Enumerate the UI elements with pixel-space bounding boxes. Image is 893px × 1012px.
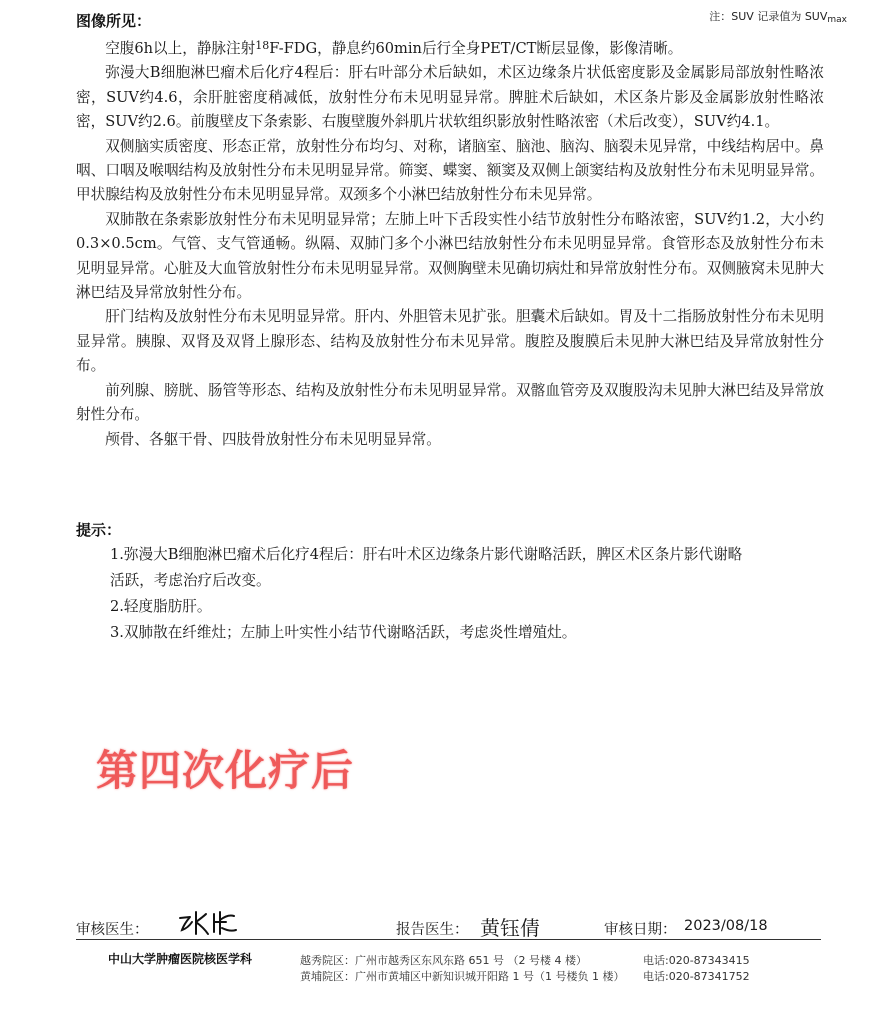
findings-paragraph: 颅骨、各躯干骨、四肢骨放射性分布未见明显异常。: [105, 430, 441, 448]
signature-row: [76, 912, 821, 940]
phone-huangpu: 电话:020-87341752: [643, 970, 750, 983]
chemo-stamp: 第四次化疗后: [96, 746, 355, 795]
hints-list: [110, 542, 830, 646]
reviewer-signature-image: [176, 908, 238, 938]
footer-divider: [76, 939, 821, 940]
findings-paragraph: 双肺散在条索影放射性分布未见明显异常；左肺上叶下舌段实性小结节放射性分布略浓密，SUV约1.2，大小约0.3×0.5cm。气管、支气管通畅。纵隔、双肺门多个小淋巴结放射性分布未见明显异常。食管形态及放射性分布未见明显异常。心脏及大血管放射性分布未见明显异常。双侧胸壁未见确切病灶和异常放射性分布。双侧腋窝未见肿大淋巴结及异常放射性分布。: [76, 210, 824, 302]
hint-item: 3.双肺散在纤维灶；左肺上叶实性小结节代谢略活跃，考虑炎性增殖灶。: [110, 624, 577, 641]
findings-body: [76, 34, 824, 452]
hint-item: 1.弥漫大B细胞淋巴瘤术后化疗4程后：肝右叶术区边缘条片影代谢略活跃，脾区术区条片影代谢略: [110, 546, 743, 563]
address-huangpu: 黄埔院区：广州市黄埔区中新知识城开阳路 1 号（1 号楼负 1 楼）: [300, 970, 625, 983]
findings-paragraph: 双侧脑实质密度、形态正常，放射性分布均匀、对称，诸脑室、脑池、脑沟、脑裂未见异常，中线结构居中。鼻咽、口咽及喉咽结构及放射性分布未见明显异常。筛窦、蝶窦、额窦及双侧上颌窦结构及放射性分布未见明显异常。甲状腺结构及放射性分布未见明显异常。双颈多个小淋巴结放射性分布未见异常。: [76, 137, 824, 204]
department-name: 中山大学肿瘤医院核医学科: [108, 952, 253, 966]
date-label: 审核日期：: [604, 922, 677, 938]
hint-item: 2.轻度脂肪肝。: [110, 598, 212, 615]
reporter-label: 报告医生：: [396, 922, 469, 938]
isotope-sup: 18: [255, 39, 270, 52]
review-date: 2023/08/18: [684, 918, 768, 934]
suv-note-text: 注：SUV 记录值为 SUV: [709, 10, 828, 23]
reviewer-label: 审核医生：: [76, 922, 149, 938]
phone-yuexiu: 电话:020-87343415: [643, 954, 750, 967]
hint-item-continuation: 活跃，考虑治疗后改变。: [110, 572, 271, 589]
findings-title: 图像所见：: [76, 12, 152, 30]
hints-title: 提示：: [76, 521, 122, 539]
suv-note-sub: max: [827, 15, 847, 25]
findings-paragraph: 前列腺、膀胱、肠管等形态、结构及放射性分布未见明显异常。双髂血管旁及双腹股沟未见肿大淋巴结及异常放射性分布。: [76, 381, 824, 424]
address-yuexiu: 越秀院区：广州市越秀区东风东路 651 号 （2 号楼 4 楼）: [300, 954, 587, 967]
findings-paragraph: 空腹6h以上，静脉注射$^{18}$F-FDG，静息约60min后行全身PET/CT断层显像，影像清晰。: [105, 39, 683, 57]
findings-paragraph: 弥漫大B细胞淋巴瘤术后化疗4程后：肝右叶部分术后缺如，术区边缘条片状低密度影及金属影局部放射性略浓密，SUV约4.6，余肝脏密度稍减低，放射性分布未见明显异常。脾脏术后缺如，术区条片影及金属影放射性略浓密，SUV约2.6。前腹壁皮下条索影、右腹壁腹外斜肌片状软组织影放射性略浓密（术后改变），SUV约4.1。: [76, 64, 824, 131]
reporter-name: 黄钰倩: [480, 916, 540, 940]
findings-paragraph: 肝门结构及放射性分布未见明显异常。肝内、外胆管未见扩张。胆囊术后缺如。胃及十二指肠放射性分布未见明显异常。胰腺、双肾及双肾上腺形态、结构及放射性分布未见异常。腹腔及腹膜后未见肿大淋巴结及异常放射性分布。: [76, 308, 824, 375]
suv-note: [709, 8, 847, 25]
